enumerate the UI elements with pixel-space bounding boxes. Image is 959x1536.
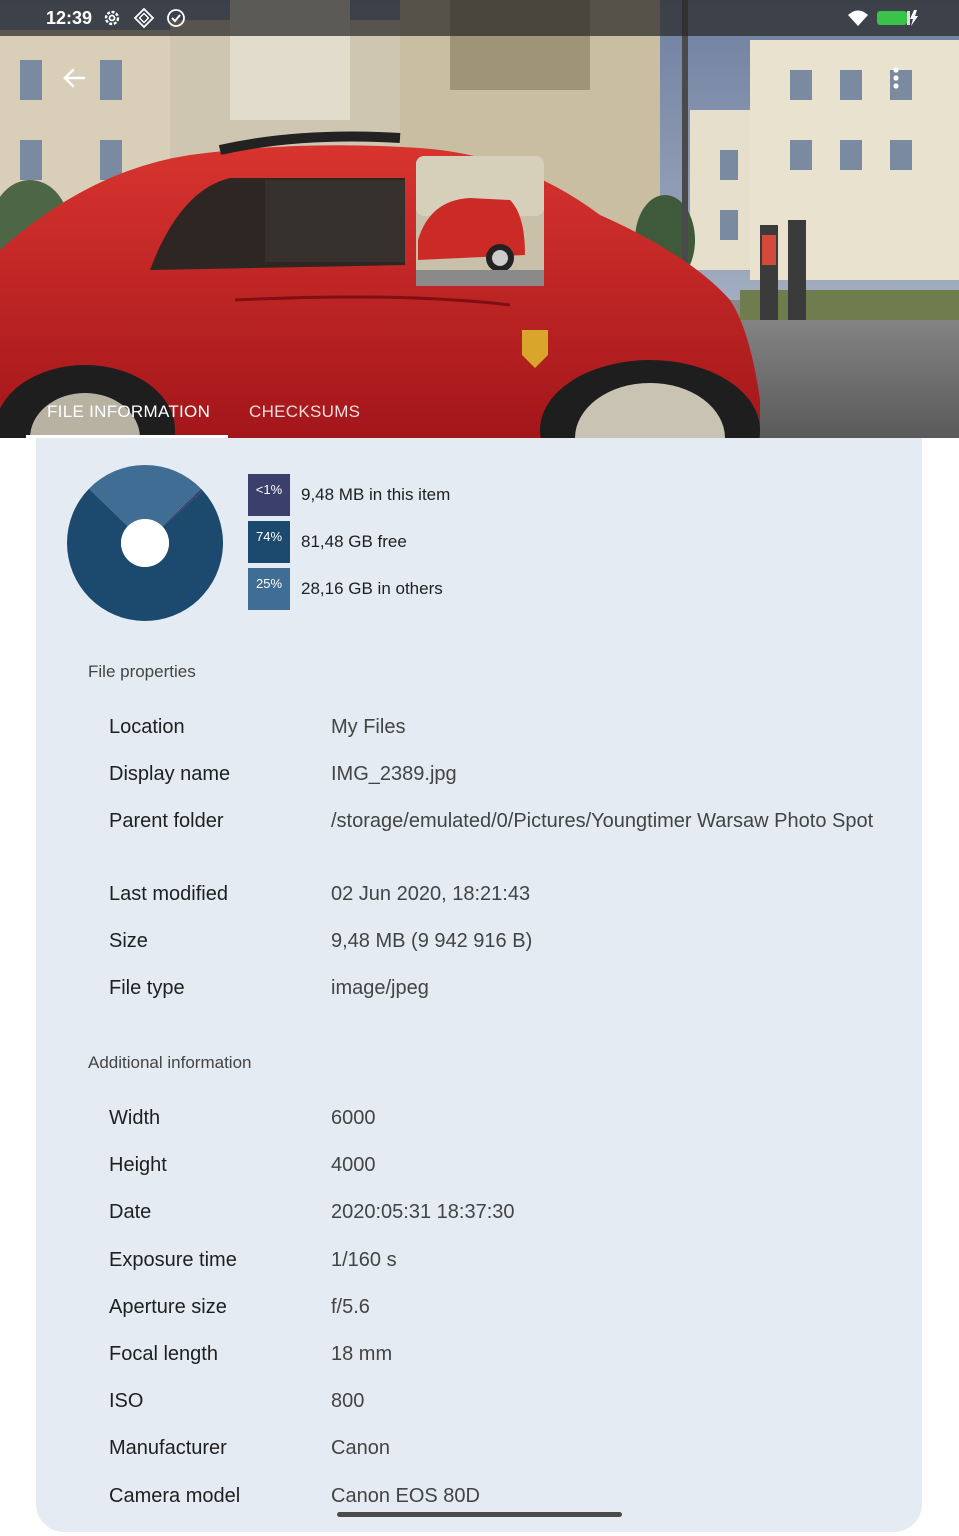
wifi-icon (846, 8, 870, 28)
arrow-back-icon (54, 58, 94, 98)
property-value[interactable]: 4000 (331, 1154, 376, 1176)
property-value[interactable]: 1/160 s (331, 1249, 397, 1271)
header-photo (0, 0, 959, 438)
legend-row-others (248, 568, 648, 610)
active-tab-indicator (26, 435, 228, 438)
status-bar (0, 0, 959, 36)
property-value[interactable]: My Files (331, 716, 406, 738)
property-value[interactable]: 02 Jun 2020, 18:21:43 (331, 883, 531, 905)
additional-information-heading: Additional information (88, 1053, 252, 1072)
property-label: Size (109, 930, 148, 952)
red-car-photo (0, 0, 959, 438)
property-label: Exposure time (109, 1249, 237, 1271)
tab-bar (0, 390, 959, 438)
property-label: File type (109, 977, 185, 999)
diamond-icon (134, 8, 154, 28)
property-value[interactable]: 6000 (331, 1107, 376, 1129)
property-label: Date (109, 1201, 152, 1223)
storage-donut-chart (66, 464, 224, 622)
property-label: Width (109, 1107, 161, 1129)
property-label: Camera model (109, 1485, 241, 1507)
property-value[interactable]: f/5.6 (331, 1296, 370, 1318)
file-properties-heading: File properties (88, 662, 196, 681)
property-value[interactable]: Canon EOS 80D (331, 1485, 480, 1507)
more-options-button[interactable] (876, 58, 916, 98)
settings-gear-icon (102, 8, 122, 28)
legend-text: 28,16 GB in others (301, 579, 443, 598)
more-vert-icon (876, 58, 916, 98)
property-label: Last modified (109, 883, 228, 905)
property-value[interactable]: /storage/emulated/0/Pictures/Youngtimer Warsaw Photo Spot (331, 810, 874, 832)
property-label: Display name (109, 763, 231, 785)
legend-row-this-item (248, 474, 648, 516)
legend-row-free (248, 521, 648, 563)
property-label: ISO (109, 1390, 144, 1412)
home-indicator[interactable] (337, 1512, 622, 1517)
legend-swatch: <1% (248, 474, 290, 516)
property-label: Manufacturer (109, 1437, 227, 1459)
battery-charging-icon (876, 8, 920, 28)
tab-file-information[interactable]: FILE INFORMATION (47, 402, 211, 421)
property-value[interactable]: 2020:05:31 18:37:30 (331, 1201, 515, 1223)
legend-swatch: 25% (248, 568, 290, 610)
property-label: Location (109, 716, 185, 738)
property-label: Parent folder (109, 810, 224, 832)
property-label: Focal length (109, 1343, 218, 1365)
legend-swatch: 74% (248, 521, 290, 563)
property-value[interactable]: Canon (331, 1437, 390, 1459)
property-value[interactable]: 9,48 MB (9 942 916 B) (331, 930, 533, 952)
property-value[interactable]: image/jpeg (331, 977, 429, 999)
property-label: Aperture size (109, 1296, 227, 1318)
check-circle-icon (166, 8, 186, 28)
legend-text: 9,48 MB in this item (301, 485, 451, 504)
tab-checksums[interactable]: CHECKSUMS (249, 402, 361, 421)
property-value[interactable]: IMG_2389.jpg (331, 763, 457, 785)
property-value[interactable]: 800 (331, 1390, 365, 1412)
status-time: 12:39 (46, 8, 93, 28)
donut-hole (121, 519, 169, 567)
property-label: Height (109, 1154, 167, 1176)
back-button[interactable] (54, 58, 94, 98)
legend-text: 81,48 GB free (301, 532, 407, 551)
file-info-card (36, 438, 922, 1532)
property-value[interactable]: 18 mm (331, 1343, 393, 1365)
